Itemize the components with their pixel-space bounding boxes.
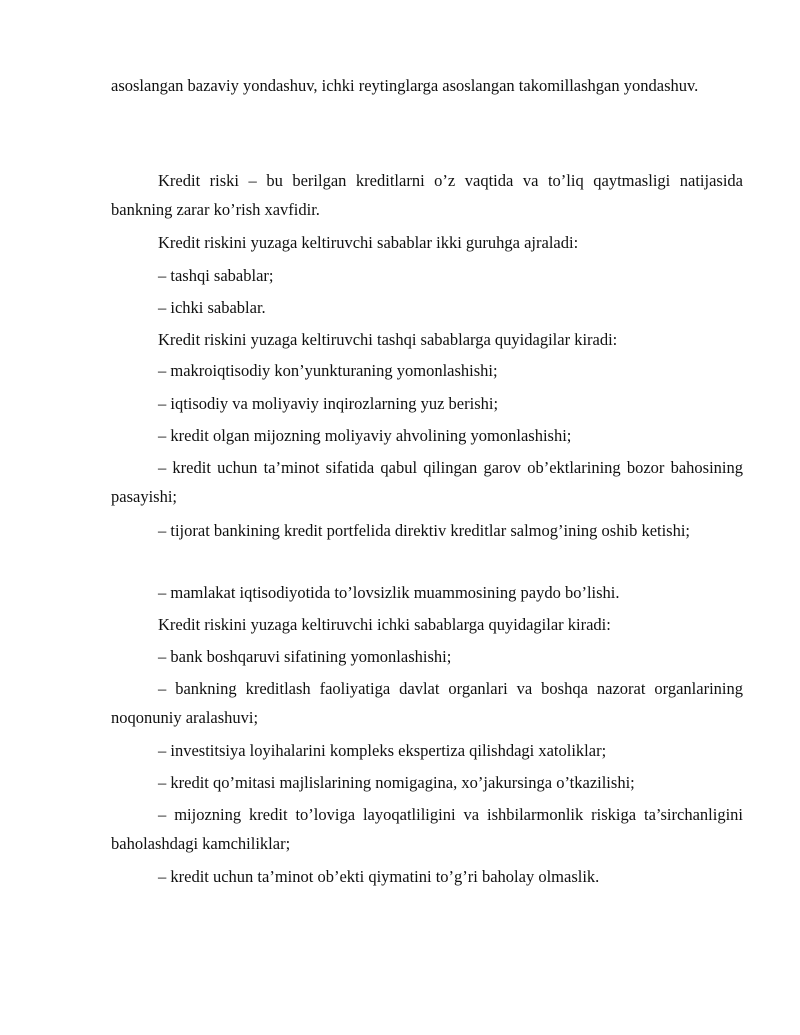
external-list-item: – tijorat bankining kredit portfelida direktiv kreditlar salmog’ining oshib ketishi;: [158, 521, 691, 540]
internal-list-item: – investitsiya loyihalarini kompleks ekspertiza qilishdagi xatoliklar;: [158, 741, 607, 760]
external-causes-heading: Kredit riskini yuzaga keltiruvchi tashqi sabablarga quyidagilar kiradi:: [158, 330, 618, 349]
external-causes-item: – tashqi sabablar;: [158, 266, 274, 285]
internal-list-item: – kredit qo’mitasi majlislarining nomigagina, xo’jakursinga o’tkazilishi;: [158, 773, 635, 792]
internal-list-item: – bankning kreditlash faoliyatiga davlat organlari va boshqa nazorat organlarining noqonuniy aralashuvi;: [111, 679, 743, 727]
internal-list-item: – mijozning kredit to’loviga layoqatliligini va ishbilarmonlik riskiga ta’sirchanligini baholashdagi kamchiliklar;: [111, 805, 743, 853]
external-list-item: – iqtisodiy va moliyaviy inqirozlarning yuz berishi;: [158, 394, 499, 413]
external-list-item: – kredit uchun ta’minot sifatida qabul qilingan garov ob’ektlarining bozor bahosining pasayishi;: [111, 458, 743, 506]
internal-list-item: – kredit uchun ta’minot ob’ekti qiymatini to’g’ri baholay olmaslik.: [158, 867, 600, 886]
external-list-item: – makroiqtisodiy kon’yunkturaning yomonlashishi;: [158, 361, 498, 380]
definition-paragraph: Kredit riski – bu berilgan kreditlarni o’z vaqtida va to’liq qaytmasligi natijasida bankning zarar ko’rish xavfidir.: [111, 171, 743, 219]
internal-list-item: – bank boshqaruvi sifatining yomonlashishi;: [158, 647, 452, 666]
external-list-item: – mamlakat iqtisodiyotida to’lovsizlik muammosining paydo bo’lishi.: [158, 583, 620, 602]
external-list-item: – kredit olgan mijozning moliyaviy ahvolining yomonlashishi;: [158, 426, 572, 445]
intro-paragraph: asoslangan bazaviy yondashuv, ichki reytinglarga asoslangan takomillashgan yondashuv.: [111, 76, 699, 95]
groups-line: Kredit riskini yuzaga keltiruvchi sabablar ikki guruhga ajraladi:: [158, 233, 579, 252]
internal-causes-item: – ichki sabablar.: [158, 298, 266, 317]
internal-causes-heading: Kredit riskini yuzaga keltiruvchi ichki sabablarga quyidagilar kiradi:: [158, 615, 611, 634]
